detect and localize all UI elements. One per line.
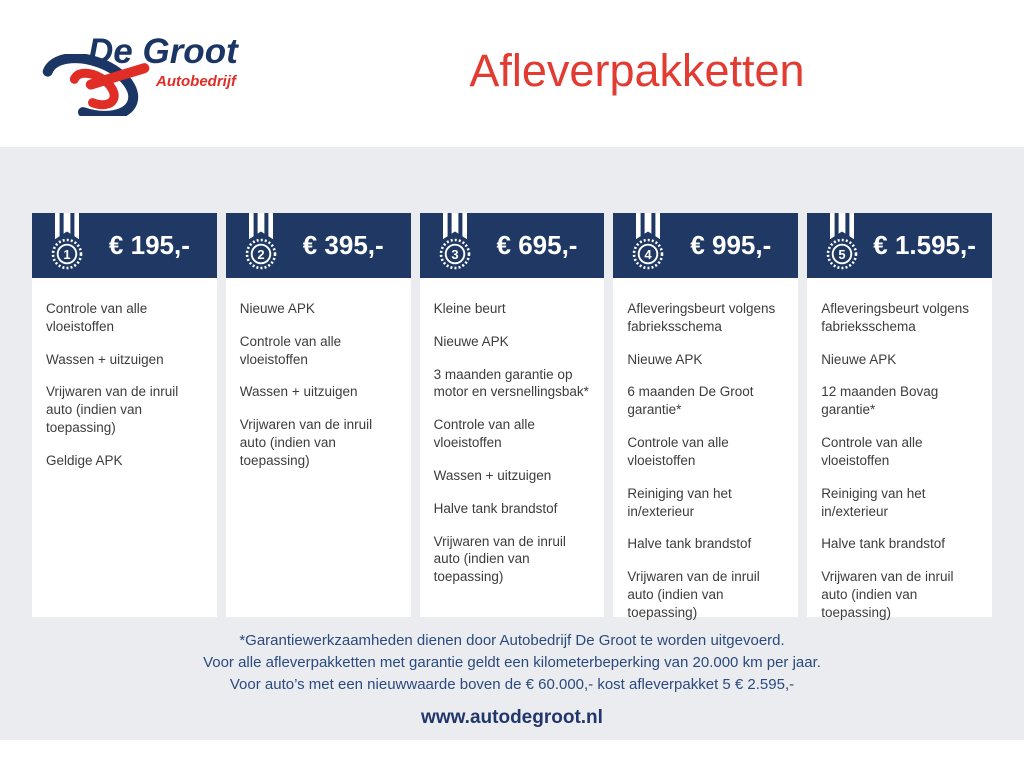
- footnote-line: Voor auto’s met een nieuwwaarde boven de € 60.000,- kost afleverpakket 5 € 2.595,-: [229, 676, 795, 693]
- svg-text:3: 3: [450, 247, 459, 262]
- package-item: Controle van alle vloeistoffen: [821, 435, 923, 468]
- package-item: 3 maanden garantie op motor en versnellingsbak*: [433, 366, 589, 400]
- package-item: Halve tank brandstof: [821, 536, 946, 552]
- package-item: Vrijwaren van de inruil auto (indien van toepassing): [239, 417, 373, 468]
- package-header: [32, 213, 217, 278]
- brand-subtitle: Autobedrijf: [156, 72, 236, 90]
- package-item: Vrijwaren van de inruil auto (indien van toepassing): [627, 569, 760, 620]
- page-header: [0, 0, 1024, 147]
- package-item: 12 maanden Bovag garantie*: [821, 384, 939, 418]
- package-price: € 395,-: [302, 230, 384, 260]
- package-item: Nieuwe APK: [433, 333, 509, 349]
- footnote-line: Voor alle afleverpakketten met garantie geldt een kilometerbeperking van 20.000 km per jaar.: [203, 654, 821, 671]
- package-header: [226, 213, 411, 278]
- svg-text:1: 1: [63, 247, 71, 262]
- medal-icon: [819, 213, 865, 276]
- package-card: [32, 213, 217, 617]
- package-item: Controle van alle vloeistoffen: [46, 301, 148, 334]
- footnotes: [0, 630, 1024, 696]
- package-item: Nieuwe APK: [821, 351, 897, 367]
- medal-icon: [432, 213, 478, 276]
- package-item: Vrijwaren van de inruil auto (indien van toepassing): [821, 569, 954, 620]
- medal-icon: [44, 213, 90, 276]
- package-card: [420, 213, 605, 617]
- package-item: Controle van alle vloeistoffen: [627, 435, 729, 468]
- package-item: Afleveringsbeurt volgens fabrieksschema: [627, 301, 776, 334]
- package-item: Vrijwaren van de inruil auto (indien van toepassing): [46, 384, 179, 436]
- brand-logo: [38, 30, 250, 118]
- package-price: € 195,-: [108, 230, 190, 260]
- page-title: Afleverpakketten: [469, 44, 805, 96]
- package-card: [613, 213, 798, 620]
- package-item: Controle van alle vloeistoffen: [433, 417, 535, 451]
- package-item: Vrijwaren van de inruil auto (indien van toepassing): [433, 533, 566, 585]
- package-items: [420, 278, 605, 601]
- package-items: [32, 278, 217, 485]
- website-link[interactable]: www.autodegroot.nl: [421, 707, 603, 728]
- package-price: € 1.595,-: [873, 230, 976, 260]
- svg-text:5: 5: [838, 247, 846, 262]
- package-cards: [32, 213, 992, 620]
- package-item: Reiniging van het in/exterieur: [821, 485, 926, 519]
- content-area: [0, 147, 1024, 740]
- package-item: Nieuwe APK: [627, 351, 703, 367]
- package-item: 6 maanden De Groot garantie*: [627, 384, 754, 418]
- package-item: Afleveringsbeurt volgens fabrieksschema: [821, 301, 970, 334]
- package-item: Controle van alle vloeistoffen: [239, 333, 342, 367]
- package-card: [807, 213, 992, 620]
- package-items: [226, 278, 411, 485]
- package-item: Geldige APK: [46, 452, 123, 468]
- footnote-line: *Garantiewerkzaamheden dienen door Autobedrijf De Groot te worden uitgevoerd.: [239, 632, 785, 649]
- package-header: [807, 213, 992, 278]
- package-item: Kleine beurt: [433, 301, 506, 316]
- package-header: [613, 213, 798, 278]
- package-items: [613, 278, 798, 637]
- bottom-margin: [0, 740, 1024, 768]
- package-item: Halve tank brandstof: [433, 500, 558, 516]
- package-price: € 995,-: [690, 230, 772, 260]
- package-item: Wassen + uitzuigen: [433, 467, 552, 483]
- package-card: [226, 213, 411, 617]
- svg-text:2: 2: [257, 247, 265, 262]
- brand-name: De Groot: [88, 31, 238, 71]
- package-items: [807, 278, 992, 637]
- svg-text:4: 4: [644, 247, 653, 262]
- package-header: [420, 213, 605, 278]
- medal-icon: [238, 213, 284, 276]
- medal-icon: [625, 213, 671, 276]
- package-item: Wassen + uitzuigen: [239, 384, 358, 400]
- package-item: Wassen + uitzuigen: [46, 351, 164, 367]
- package-item: Nieuwe APK: [239, 301, 315, 316]
- package-item: Reiniging van het in/exterieur: [627, 485, 732, 519]
- package-item: Halve tank brandstof: [627, 536, 752, 552]
- package-price: € 695,-: [496, 230, 578, 260]
